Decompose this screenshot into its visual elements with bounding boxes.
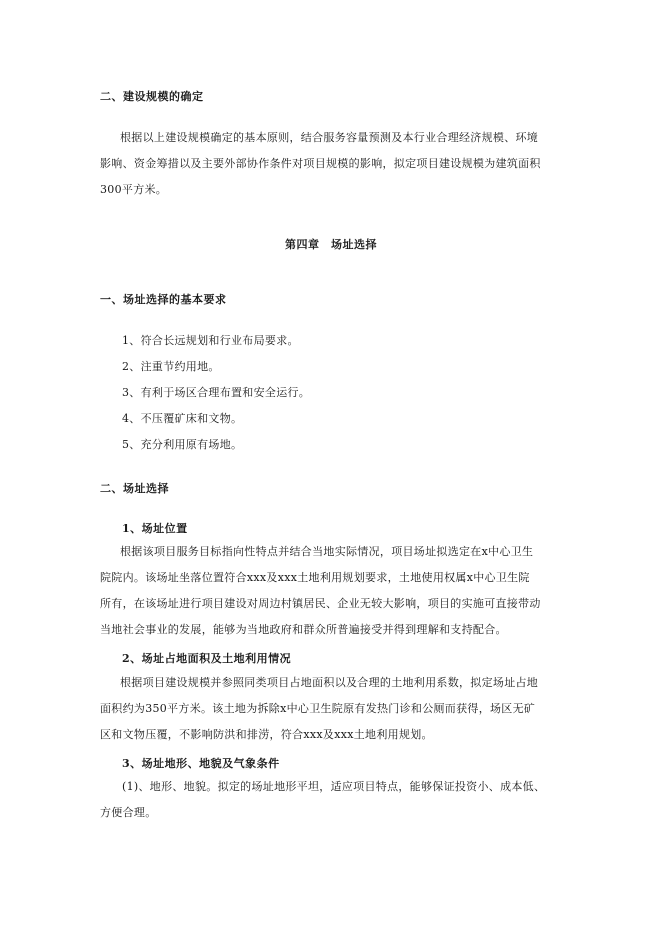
paragraph-line: 面积约为350平方米。该土地为拆除x中心卫生院原有发热门诊和公厕而获得，场区无矿 xyxy=(100,702,536,715)
paragraph-line: (1)、地形、地貌。拟定的场址地形平坦，适应项目特点，能够保证投资小、成本低、 xyxy=(122,780,546,793)
paragraph-line: 方便合理。 xyxy=(100,806,157,819)
list-item: 3、有利于场区合理布置和安全运行。 xyxy=(122,386,311,399)
paragraph-line: 300平方米。 xyxy=(100,183,168,196)
subheading-land-use: 2、场址占地面积及土地利用情况 xyxy=(122,652,292,665)
paragraph-line: 当地社会事业的发展，能够为当地政府和群众所普遍接受并得到理解和支持配合。 xyxy=(100,623,507,636)
chapter-title: 第四章 场址选择 xyxy=(285,238,377,251)
section-heading-site-requirements: 一、场址选择的基本要求 xyxy=(100,293,227,306)
paragraph-line: 根据以上建设规模确定的基本原则，结合服务容量预测及本行业合理经济规模、环境 xyxy=(120,131,539,144)
list-item: 2、注重节约用地。 xyxy=(122,360,220,373)
section-heading-construction-scale: 二、建设规模的确定 xyxy=(100,90,204,103)
list-item: 5、充分利用原有场地。 xyxy=(122,438,243,451)
paragraph-line: 根据项目建设规模并参照同类项目占地面积以及合理的土地利用系数，拟定场址占地 xyxy=(120,676,539,689)
section-heading-site-selection: 二、场址选择 xyxy=(100,482,169,495)
list-item: 4、不压覆矿床和文物。 xyxy=(122,412,243,425)
paragraph-line: 所有，在该场址进行项目建设对周边村镇居民、企业无较大影响，项目的实施可直接带动 xyxy=(100,597,541,610)
paragraph-line: 影响、资金筹措以及主要外部协作条件对项目规模的影响，拟定项目建设规模为建筑面积 xyxy=(100,157,541,170)
paragraph-line: 根据该项目服务目标指向性特点并结合当地实际情况，项目场址拟选定在x中心卫生 xyxy=(120,545,534,558)
subheading-terrain-climate: 3、场址地形、地貌及气象条件 xyxy=(122,757,280,770)
list-item: 1、符合长远规划和行业布局要求。 xyxy=(122,334,299,347)
paragraph-line: 区和文物压覆，不影响防洪和排涝，符合xxx及xxx土地利用规划。 xyxy=(100,728,433,741)
subheading-site-location: 1、场址位置 xyxy=(122,522,188,535)
paragraph-line: 院院内。该场址坐落位置符合xxx及xxx土地利用规划要求，土地使用权属x中心卫生院 xyxy=(100,571,530,584)
